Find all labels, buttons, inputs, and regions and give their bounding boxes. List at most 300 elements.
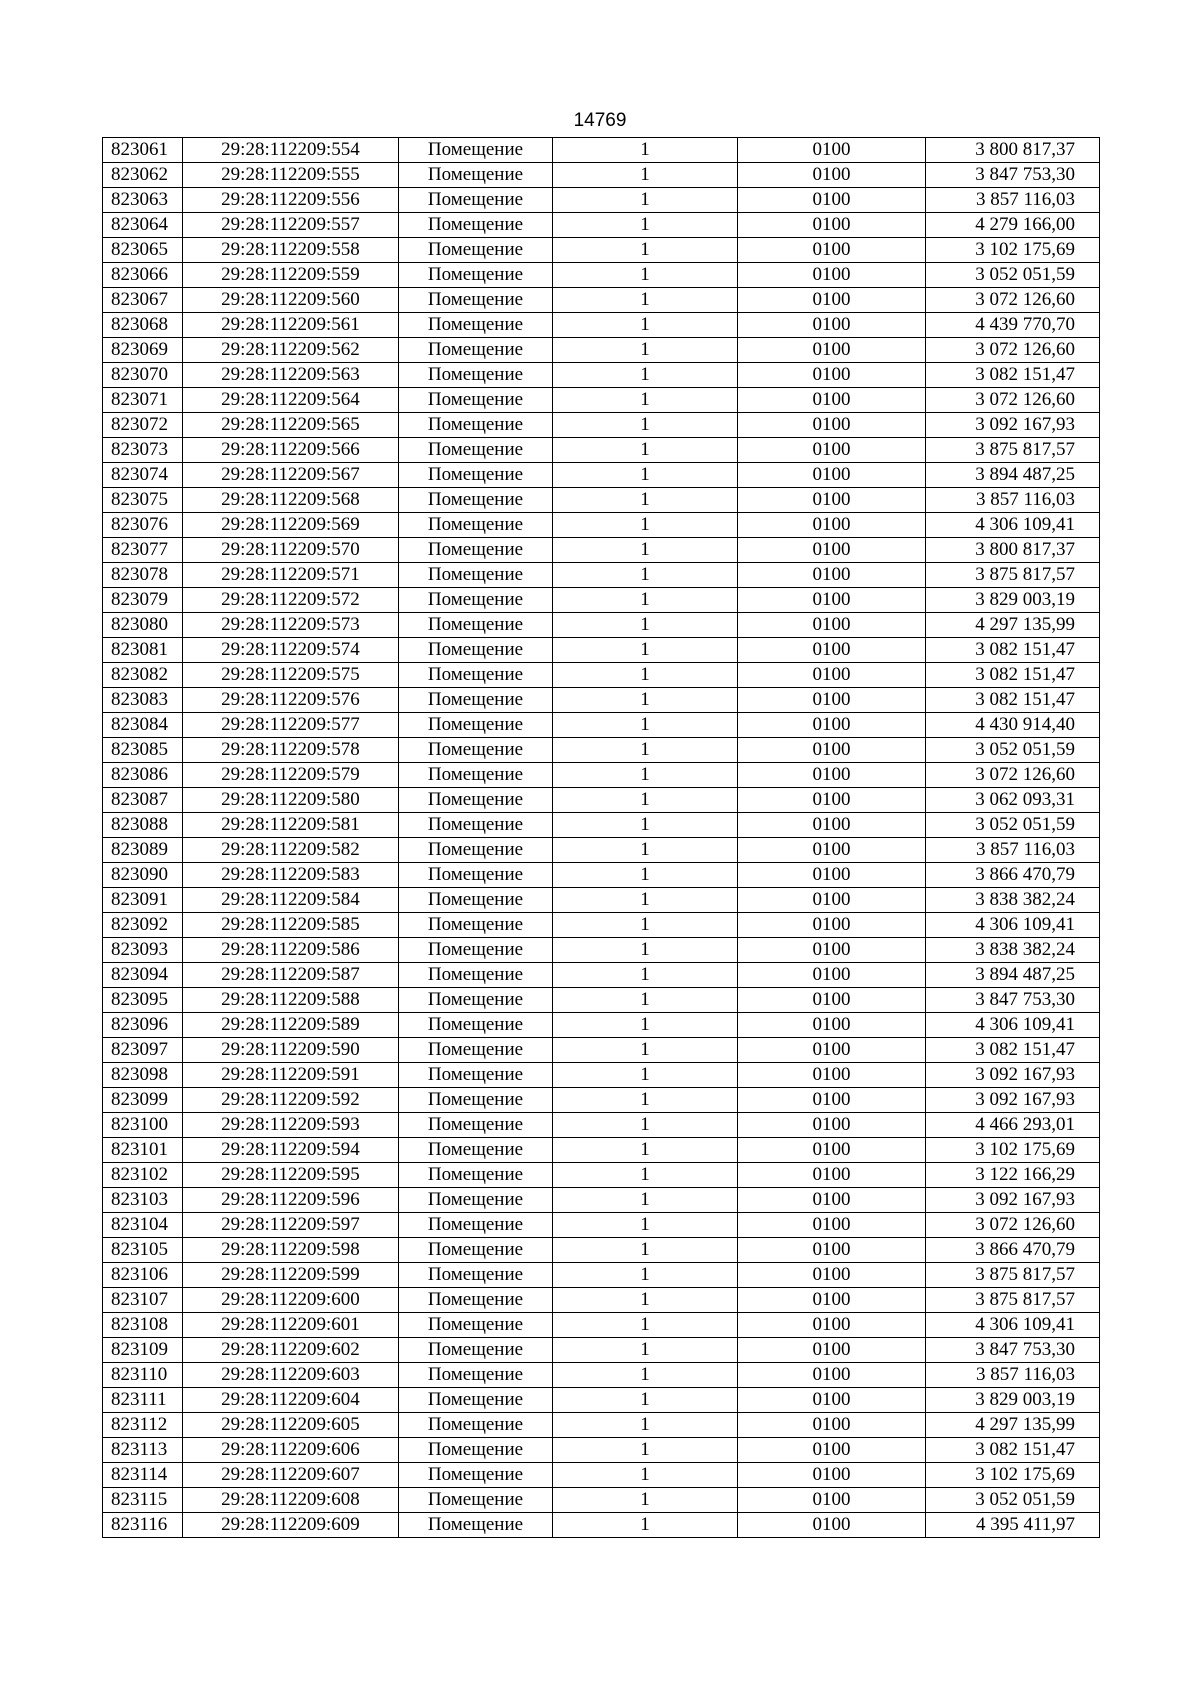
cadastral-number-cell: 29:28:112209:575 <box>183 663 399 688</box>
code-cell: 0100 <box>738 1513 926 1538</box>
row-number-cell: 823103 <box>103 1188 183 1213</box>
object-type-cell: Помещение <box>399 1163 553 1188</box>
cadastral-number-cell: 29:28:112209:588 <box>183 988 399 1013</box>
row-number-cell: 823098 <box>103 1063 183 1088</box>
code-cell: 0100 <box>738 688 926 713</box>
table-row <box>103 1138 1100 1163</box>
cadastral-number-cell: 29:28:112209:558 <box>183 238 399 263</box>
code-cell: 0100 <box>738 363 926 388</box>
object-type-cell: Помещение <box>399 288 553 313</box>
row-number-cell: 823073 <box>103 438 183 463</box>
quantity-cell: 1 <box>553 838 738 863</box>
row-number-cell: 823112 <box>103 1413 183 1438</box>
quantity-cell: 1 <box>553 563 738 588</box>
cadastral-value-cell: 3 800 817,37 <box>926 538 1100 563</box>
object-type-cell: Помещение <box>399 588 553 613</box>
cadastral-number-cell: 29:28:112209:583 <box>183 863 399 888</box>
object-type-cell: Помещение <box>399 863 553 888</box>
object-type-cell: Помещение <box>399 563 553 588</box>
cadastral-number-cell: 29:28:112209:597 <box>183 1213 399 1238</box>
code-cell: 0100 <box>738 1363 926 1388</box>
row-number-cell: 823114 <box>103 1463 183 1488</box>
row-number-cell: 823109 <box>103 1338 183 1363</box>
table-row <box>103 1088 1100 1113</box>
cadastral-value-cell: 3 847 753,30 <box>926 988 1100 1013</box>
object-type-cell: Помещение <box>399 1063 553 1088</box>
cadastral-value-cell: 3 092 167,93 <box>926 1063 1100 1088</box>
table-row <box>103 438 1100 463</box>
cadastral-value-cell: 3 082 151,47 <box>926 638 1100 663</box>
code-cell: 0100 <box>738 1163 926 1188</box>
code-cell: 0100 <box>738 738 926 763</box>
object-type-cell: Помещение <box>399 1313 553 1338</box>
table-row <box>103 313 1100 338</box>
cadastral-value-cell: 4 297 135,99 <box>926 1413 1100 1438</box>
cadastral-number-cell: 29:28:112209:562 <box>183 338 399 363</box>
object-type-cell: Помещение <box>399 488 553 513</box>
code-cell: 0100 <box>738 138 926 163</box>
quantity-cell: 1 <box>553 513 738 538</box>
object-type-cell: Помещение <box>399 1088 553 1113</box>
cadastral-number-cell: 29:28:112209:573 <box>183 613 399 638</box>
cadastral-number-cell: 29:28:112209:578 <box>183 738 399 763</box>
object-type-cell: Помещение <box>399 1013 553 1038</box>
row-number-cell: 823096 <box>103 1013 183 1038</box>
table-row <box>103 213 1100 238</box>
quantity-cell: 1 <box>553 1488 738 1513</box>
object-type-cell: Помещение <box>399 213 553 238</box>
cadastral-value-cell: 3 829 003,19 <box>926 588 1100 613</box>
cadastral-number-cell: 29:28:112209:559 <box>183 263 399 288</box>
quantity-cell: 1 <box>553 663 738 688</box>
cadastral-number-cell: 29:28:112209:563 <box>183 363 399 388</box>
code-cell: 0100 <box>738 188 926 213</box>
table-row <box>103 1313 1100 1338</box>
code-cell: 0100 <box>738 838 926 863</box>
cadastral-number-cell: 29:28:112209:603 <box>183 1363 399 1388</box>
cadastral-value-cell: 3 857 116,03 <box>926 838 1100 863</box>
code-cell: 0100 <box>738 513 926 538</box>
object-type-cell: Помещение <box>399 638 553 663</box>
cadastral-value-cell: 3 072 126,60 <box>926 763 1100 788</box>
code-cell: 0100 <box>738 1313 926 1338</box>
row-number-cell: 823074 <box>103 463 183 488</box>
cadastral-value-cell: 3 072 126,60 <box>926 288 1100 313</box>
object-type-cell: Помещение <box>399 338 553 363</box>
code-cell: 0100 <box>738 788 926 813</box>
row-number-cell: 823094 <box>103 963 183 988</box>
quantity-cell: 1 <box>553 713 738 738</box>
code-cell: 0100 <box>738 163 926 188</box>
code-cell: 0100 <box>738 1063 926 1088</box>
table-row <box>103 713 1100 738</box>
cadastral-value-cell: 3 052 051,59 <box>926 263 1100 288</box>
cadastral-number-cell: 29:28:112209:587 <box>183 963 399 988</box>
page-number: 14769 <box>573 110 627 131</box>
object-type-cell: Помещение <box>399 313 553 338</box>
table-row <box>103 1188 1100 1213</box>
cadastral-value-cell: 3 894 487,25 <box>926 963 1100 988</box>
quantity-cell: 1 <box>553 238 738 263</box>
object-type-cell: Помещение <box>399 1463 553 1488</box>
code-cell: 0100 <box>738 1288 926 1313</box>
cadastral-value-cell: 3 866 470,79 <box>926 863 1100 888</box>
row-number-cell: 823090 <box>103 863 183 888</box>
quantity-cell: 1 <box>553 438 738 463</box>
table-row <box>103 888 1100 913</box>
cadastral-value-cell: 3 082 151,47 <box>926 688 1100 713</box>
quantity-cell: 1 <box>553 1388 738 1413</box>
quantity-cell: 1 <box>553 1113 738 1138</box>
code-cell: 0100 <box>738 438 926 463</box>
cadastral-value-cell: 3 052 051,59 <box>926 813 1100 838</box>
cadastral-number-cell: 29:28:112209:579 <box>183 763 399 788</box>
quantity-cell: 1 <box>553 863 738 888</box>
code-cell: 0100 <box>738 1138 926 1163</box>
cadastral-value-cell: 4 306 109,41 <box>926 513 1100 538</box>
code-cell: 0100 <box>738 988 926 1013</box>
table-row <box>103 1463 1100 1488</box>
object-type-cell: Помещение <box>399 1488 553 1513</box>
row-number-cell: 823092 <box>103 913 183 938</box>
cadastral-value-cell: 3 800 817,37 <box>926 138 1100 163</box>
code-cell: 0100 <box>738 238 926 263</box>
code-cell: 0100 <box>738 1013 926 1038</box>
code-cell: 0100 <box>738 213 926 238</box>
object-type-cell: Помещение <box>399 138 553 163</box>
object-type-cell: Помещение <box>399 813 553 838</box>
quantity-cell: 1 <box>553 163 738 188</box>
cadastral-number-cell: 29:28:112209:581 <box>183 813 399 838</box>
cadastral-value-cell: 3 829 003,19 <box>926 1388 1100 1413</box>
cadastral-value-cell: 3 082 151,47 <box>926 663 1100 688</box>
cadastral-value-cell: 3 062 093,31 <box>926 788 1100 813</box>
quantity-cell: 1 <box>553 338 738 363</box>
row-number-cell: 823095 <box>103 988 183 1013</box>
quantity-cell: 1 <box>553 1263 738 1288</box>
quantity-cell: 1 <box>553 1288 738 1313</box>
quantity-cell: 1 <box>553 1338 738 1363</box>
cadastral-number-cell: 29:28:112209:580 <box>183 788 399 813</box>
row-number-cell: 823116 <box>103 1513 183 1538</box>
row-number-cell: 823070 <box>103 363 183 388</box>
code-cell: 0100 <box>738 338 926 363</box>
quantity-cell: 1 <box>553 1013 738 1038</box>
object-type-cell: Помещение <box>399 438 553 463</box>
row-number-cell: 823104 <box>103 1213 183 1238</box>
code-cell: 0100 <box>738 1188 926 1213</box>
cadastral-number-cell: 29:28:112209:566 <box>183 438 399 463</box>
code-cell: 0100 <box>738 263 926 288</box>
row-number-cell: 823065 <box>103 238 183 263</box>
object-type-cell: Помещение <box>399 738 553 763</box>
table-row <box>103 988 1100 1013</box>
quantity-cell: 1 <box>553 1238 738 1263</box>
cadastral-number-cell: 29:28:112209:602 <box>183 1338 399 1363</box>
cadastral-number-cell: 29:28:112209:591 <box>183 1063 399 1088</box>
table-row <box>103 1113 1100 1138</box>
quantity-cell: 1 <box>553 763 738 788</box>
object-type-cell: Помещение <box>399 188 553 213</box>
code-cell: 0100 <box>738 488 926 513</box>
cadastral-value-cell: 3 102 175,69 <box>926 1463 1100 1488</box>
quantity-cell: 1 <box>553 1188 738 1213</box>
cadastral-number-cell: 29:28:112209:574 <box>183 638 399 663</box>
cadastral-value-cell: 3 857 116,03 <box>926 488 1100 513</box>
code-cell: 0100 <box>738 638 926 663</box>
object-type-cell: Помещение <box>399 388 553 413</box>
code-cell: 0100 <box>738 313 926 338</box>
row-number-cell: 823083 <box>103 688 183 713</box>
cadastral-value-cell: 4 439 770,70 <box>926 313 1100 338</box>
table-row <box>103 1413 1100 1438</box>
object-type-cell: Помещение <box>399 1513 553 1538</box>
cadastral-number-cell: 29:28:112209:577 <box>183 713 399 738</box>
cadastral-value-cell: 4 306 109,41 <box>926 1313 1100 1338</box>
object-type-cell: Помещение <box>399 913 553 938</box>
cadastral-value-cell: 3 092 167,93 <box>926 413 1100 438</box>
object-type-cell: Помещение <box>399 763 553 788</box>
quantity-cell: 1 <box>553 638 738 663</box>
cadastral-value-cell: 3 847 753,30 <box>926 163 1100 188</box>
row-number-cell: 823097 <box>103 1038 183 1063</box>
table-row <box>103 563 1100 588</box>
code-cell: 0100 <box>738 388 926 413</box>
cadastral-value-cell: 3 082 151,47 <box>926 1438 1100 1463</box>
row-number-cell: 823081 <box>103 638 183 663</box>
cadastral-number-cell: 29:28:112209:585 <box>183 913 399 938</box>
cadastral-number-cell: 29:28:112209:576 <box>183 688 399 713</box>
table-row <box>103 363 1100 388</box>
code-cell: 0100 <box>738 1113 926 1138</box>
table-row <box>103 788 1100 813</box>
code-cell: 0100 <box>738 1088 926 1113</box>
cadastral-value-cell: 3 052 051,59 <box>926 1488 1100 1513</box>
row-number-cell: 823086 <box>103 763 183 788</box>
cadastral-number-cell: 29:28:112209:567 <box>183 463 399 488</box>
cadastral-value-cell: 3 102 175,69 <box>926 238 1100 263</box>
quantity-cell: 1 <box>553 588 738 613</box>
cadastral-value-cell: 3 052 051,59 <box>926 738 1100 763</box>
code-cell: 0100 <box>738 1413 926 1438</box>
table-row <box>103 638 1100 663</box>
row-number-cell: 823110 <box>103 1363 183 1388</box>
row-number-cell: 823106 <box>103 1263 183 1288</box>
quantity-cell: 1 <box>553 488 738 513</box>
table-row <box>103 688 1100 713</box>
object-type-cell: Помещение <box>399 463 553 488</box>
code-cell: 0100 <box>738 863 926 888</box>
quantity-cell: 1 <box>553 363 738 388</box>
table-row <box>103 663 1100 688</box>
cadastral-number-cell: 29:28:112209:608 <box>183 1488 399 1513</box>
object-type-cell: Помещение <box>399 988 553 1013</box>
cadastral-value-cell: 3 072 126,60 <box>926 338 1100 363</box>
cadastral-number-cell: 29:28:112209:569 <box>183 513 399 538</box>
object-type-cell: Помещение <box>399 1188 553 1213</box>
quantity-cell: 1 <box>553 138 738 163</box>
code-cell: 0100 <box>738 463 926 488</box>
quantity-cell: 1 <box>553 938 738 963</box>
object-type-cell: Помещение <box>399 1038 553 1063</box>
code-cell: 0100 <box>738 763 926 788</box>
quantity-cell: 1 <box>553 988 738 1013</box>
table-row <box>103 413 1100 438</box>
table-row <box>103 838 1100 863</box>
cadastral-value-cell: 4 306 109,41 <box>926 1013 1100 1038</box>
cadastral-value-cell: 3 857 116,03 <box>926 1363 1100 1388</box>
table-row <box>103 938 1100 963</box>
object-type-cell: Помещение <box>399 1238 553 1263</box>
row-number-cell: 823069 <box>103 338 183 363</box>
row-number-cell: 823062 <box>103 163 183 188</box>
table-row <box>103 1263 1100 1288</box>
cadastral-value-cell: 3 875 817,57 <box>926 438 1100 463</box>
cadastral-number-cell: 29:28:112209:584 <box>183 888 399 913</box>
row-number-cell: 823077 <box>103 538 183 563</box>
row-number-cell: 823075 <box>103 488 183 513</box>
cadastral-number-cell: 29:28:112209:595 <box>183 1163 399 1188</box>
cadastral-number-cell: 29:28:112209:598 <box>183 1238 399 1263</box>
code-cell: 0100 <box>738 663 926 688</box>
cadastral-number-cell: 29:28:112209:605 <box>183 1413 399 1438</box>
object-type-cell: Помещение <box>399 413 553 438</box>
code-cell: 0100 <box>738 1388 926 1413</box>
table-row <box>103 1288 1100 1313</box>
code-cell: 0100 <box>738 1338 926 1363</box>
cadastral-value-cell: 4 466 293,01 <box>926 1113 1100 1138</box>
table-row <box>103 1513 1100 1538</box>
cadastral-number-cell: 29:28:112209:557 <box>183 213 399 238</box>
table-row <box>103 238 1100 263</box>
code-cell: 0100 <box>738 288 926 313</box>
code-cell: 0100 <box>738 713 926 738</box>
row-number-cell: 823085 <box>103 738 183 763</box>
row-number-cell: 823079 <box>103 588 183 613</box>
table-row <box>103 388 1100 413</box>
cadastral-number-cell: 29:28:112209:572 <box>183 588 399 613</box>
cadastral-number-cell: 29:28:112209:561 <box>183 313 399 338</box>
cadastral-value-cell: 3 082 151,47 <box>926 363 1100 388</box>
registry-table-body <box>103 138 1100 1538</box>
row-number-cell: 823113 <box>103 1438 183 1463</box>
code-cell: 0100 <box>738 813 926 838</box>
table-row <box>103 813 1100 838</box>
row-number-cell: 823102 <box>103 1163 183 1188</box>
object-type-cell: Помещение <box>399 538 553 563</box>
quantity-cell: 1 <box>553 1438 738 1463</box>
quantity-cell: 1 <box>553 1163 738 1188</box>
cadastral-number-cell: 29:28:112209:604 <box>183 1388 399 1413</box>
row-number-cell: 823100 <box>103 1113 183 1138</box>
cadastral-value-cell: 3 072 126,60 <box>926 388 1100 413</box>
quantity-cell: 1 <box>553 463 738 488</box>
code-cell: 0100 <box>738 938 926 963</box>
cadastral-number-cell: 29:28:112209:607 <box>183 1463 399 1488</box>
quantity-cell: 1 <box>553 1063 738 1088</box>
object-type-cell: Помещение <box>399 613 553 638</box>
object-type-cell: Помещение <box>399 1363 553 1388</box>
object-type-cell: Помещение <box>399 363 553 388</box>
code-cell: 0100 <box>738 613 926 638</box>
code-cell: 0100 <box>738 888 926 913</box>
row-number-cell: 823084 <box>103 713 183 738</box>
cadastral-value-cell: 4 306 109,41 <box>926 913 1100 938</box>
quantity-cell: 1 <box>553 613 738 638</box>
row-number-cell: 823072 <box>103 413 183 438</box>
table-row <box>103 1363 1100 1388</box>
quantity-cell: 1 <box>553 813 738 838</box>
object-type-cell: Помещение <box>399 838 553 863</box>
table-row <box>103 1163 1100 1188</box>
cadastral-value-cell: 3 866 470,79 <box>926 1238 1100 1263</box>
table-row <box>103 1388 1100 1413</box>
code-cell: 0100 <box>738 413 926 438</box>
cadastral-value-cell: 3 072 126,60 <box>926 1213 1100 1238</box>
table-row <box>103 1013 1100 1038</box>
row-number-cell: 823091 <box>103 888 183 913</box>
cadastral-value-cell: 4 395 411,97 <box>926 1513 1100 1538</box>
cadastral-number-cell: 29:28:112209:594 <box>183 1138 399 1163</box>
cadastral-number-cell: 29:28:112209:606 <box>183 1438 399 1463</box>
cadastral-value-cell: 3 122 166,29 <box>926 1163 1100 1188</box>
table-row <box>103 338 1100 363</box>
code-cell: 0100 <box>738 538 926 563</box>
code-cell: 0100 <box>738 1488 926 1513</box>
quantity-cell: 1 <box>553 288 738 313</box>
cadastral-number-cell: 29:28:112209:601 <box>183 1313 399 1338</box>
object-type-cell: Помещение <box>399 788 553 813</box>
object-type-cell: Помещение <box>399 238 553 263</box>
cadastral-number-cell: 29:28:112209:565 <box>183 413 399 438</box>
code-cell: 0100 <box>738 913 926 938</box>
cadastral-value-cell: 4 430 914,40 <box>926 713 1100 738</box>
row-number-cell: 823108 <box>103 1313 183 1338</box>
quantity-cell: 1 <box>553 688 738 713</box>
cadastral-number-cell: 29:28:112209:555 <box>183 163 399 188</box>
table-row <box>103 138 1100 163</box>
object-type-cell: Помещение <box>399 1263 553 1288</box>
quantity-cell: 1 <box>553 213 738 238</box>
cadastral-value-cell: 3 875 817,57 <box>926 1288 1100 1313</box>
quantity-cell: 1 <box>553 1138 738 1163</box>
row-number-cell: 823093 <box>103 938 183 963</box>
cadastral-value-cell: 3 092 167,93 <box>926 1188 1100 1213</box>
table-row <box>103 288 1100 313</box>
registry-table <box>102 137 1100 1538</box>
row-number-cell: 823107 <box>103 1288 183 1313</box>
quantity-cell: 1 <box>553 388 738 413</box>
row-number-cell: 823105 <box>103 1238 183 1263</box>
row-number-cell: 823089 <box>103 838 183 863</box>
cadastral-value-cell: 3 847 753,30 <box>926 1338 1100 1363</box>
cadastral-number-cell: 29:28:112209:589 <box>183 1013 399 1038</box>
code-cell: 0100 <box>738 1438 926 1463</box>
row-number-cell: 823064 <box>103 213 183 238</box>
cadastral-value-cell: 3 838 382,24 <box>926 888 1100 913</box>
cadastral-value-cell: 3 875 817,57 <box>926 1263 1100 1288</box>
cadastral-number-cell: 29:28:112209:568 <box>183 488 399 513</box>
quantity-cell: 1 <box>553 413 738 438</box>
cadastral-number-cell: 29:28:112209:570 <box>183 538 399 563</box>
object-type-cell: Помещение <box>399 1113 553 1138</box>
object-type-cell: Помещение <box>399 888 553 913</box>
code-cell: 0100 <box>738 563 926 588</box>
quantity-cell: 1 <box>553 1213 738 1238</box>
cadastral-value-cell: 3 875 817,57 <box>926 563 1100 588</box>
quantity-cell: 1 <box>553 888 738 913</box>
quantity-cell: 1 <box>553 1463 738 1488</box>
